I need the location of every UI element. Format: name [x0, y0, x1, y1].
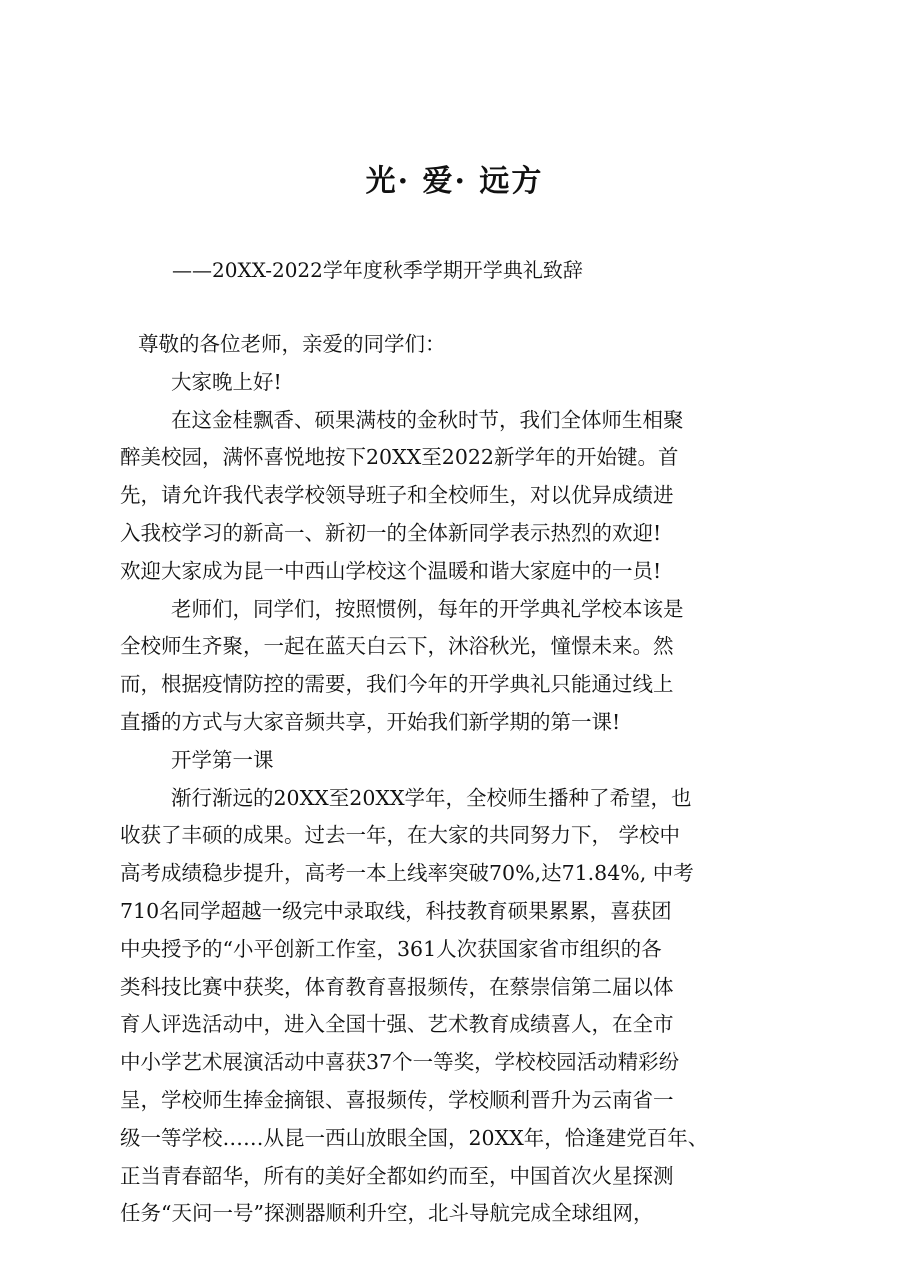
paragraph-line: 中小学艺术展演活动中喜获37个一等奖，学校校园活动精彩纷 [120, 1050, 680, 1075]
paragraph-line: 先，请允许我代表学校领导班子和全校师生，对以优异成绩进 [120, 483, 674, 508]
document-title: 光· 爱· 远方 [365, 164, 544, 199]
paragraph-line: 全校师生齐聚，一起在蓝天白云下，沐浴秋光，憧憬未来。然 [120, 634, 674, 659]
paragraph-line: 呈，学校师生捧金摘银、喜报频传，学校顺利晋升为云南省一 [120, 1087, 674, 1112]
paragraph-line: 收获了丰硕的成果。过去一年，在大家的共同努力下， 学校中 [120, 823, 681, 848]
paragraph-2 [120, 591, 820, 742]
paragraph-line: 级一等学校……从昆一西山放眼全国，20XX年，恰逢建党百年、 [120, 1125, 709, 1150]
paragraph-line: 710名同学超越一级完中录取线，科技教育硕果累累，喜获团 [120, 898, 672, 923]
paragraph-1 [120, 402, 820, 591]
section-heading: 开学第一课 [171, 747, 274, 772]
paragraph-line: 渐行渐远的20XX至20XX学年，全校师生播种了希望，也 [171, 785, 692, 810]
paragraph-line: 醉美校园，满怀喜悦地按下20XX至2022新学年的开始键。首 [120, 445, 679, 470]
paragraph-line: 高考成绩稳步提升，高考一本上线率突破70%,达71.84%, 中考 [120, 861, 694, 886]
paragraph-line: 入我校学习的新高一、新初一的全体新同学表示热烈的欢迎! [120, 520, 662, 545]
paragraph-3 [120, 780, 820, 1234]
paragraph-line: 直播的方式与大家音频共享，开始我们新学期的第一课! [120, 709, 621, 734]
document-body [120, 326, 820, 1233]
paragraph-line: 中央授予的“小平创新工作室，361人次获国家省市组织的各 [120, 936, 662, 961]
paragraph-line: 欢迎大家成为昆一中西山学校这个温暖和谐大家庭中的一员! [120, 558, 662, 583]
paragraph-line: 正当青春韶华，所有的美好全都如约而至，中国首次火星探测 [120, 1163, 674, 1188]
document-subtitle: ——20XX-2022学年度秋季学期开学典礼致辞 [172, 258, 583, 282]
salutation: 尊敬的各位老师，亲爱的同学们： [138, 332, 446, 356]
paragraph-line: 育人评选活动中，进入全国十强、艺术教育成绩喜人，在全市 [120, 1012, 674, 1037]
paragraph-line: 老师们，同学们，按照惯例，每年的开学典礼学校本该是 [171, 596, 684, 621]
paragraph-line: 而，根据疫情防控的需要，我们今年的开学典礼只能通过线上 [120, 672, 674, 697]
paragraph-line: 在这金桂飘香、硕果满枝的金秋时节，我们全体师生相聚 [171, 407, 684, 432]
greeting: 大家晚上好! [171, 369, 282, 394]
paragraph-line: 任务“天问一号”探测器顺利升空，北斗导航完成全球组网， [120, 1201, 654, 1226]
paragraph-line: 类科技比赛中获奖，体育教育喜报频传，在蔡崇信第二届以体 [120, 974, 674, 999]
